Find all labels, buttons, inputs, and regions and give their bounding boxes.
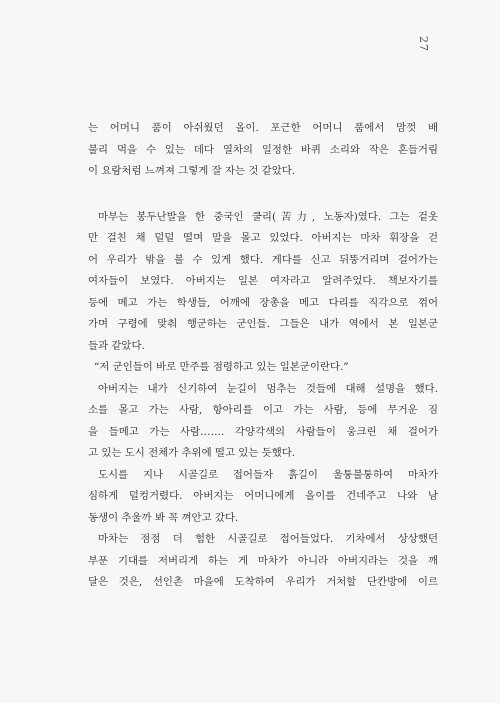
text-line: 들과 같았다. bbox=[88, 339, 145, 352]
body-text bbox=[88, 118, 438, 594]
text-line: 도시를 지나 시골길로 접어들자 흙길이 울퉁불퉁하여 마차가 bbox=[98, 468, 438, 481]
section-break bbox=[88, 183, 438, 207]
text-line: 달은 것은, 선인촌 마을에 도착하여 우리가 거처할 단칸방에 이르 bbox=[88, 576, 438, 588]
text-line: 심하게 덜컹거렸다. 아버지는 어머니에게 올이를 건네주고 나와 남 bbox=[88, 490, 438, 502]
text-line: 마부는 봉두난발을 한 중국인 쿨리(苦力, 노동자)였다. 그는 겉옷 bbox=[98, 210, 438, 223]
paragraph bbox=[88, 357, 438, 379]
text-line: 는 어머니 품이 아쉬웠던 올이. 포근한 어머니 품에서 맘껏 배 bbox=[88, 122, 438, 134]
paragraph bbox=[88, 118, 438, 183]
text-line: 동생이 추울까 봐 꼭 껴안고 갔다. bbox=[88, 511, 239, 524]
text-line: 아버지는 내가 신기하여 눈길이 멈추는 것들에 대해 설명을 했다. bbox=[98, 382, 438, 395]
text-line: 불리 먹을 수 있는 데다 열차의 일정한 바퀴 소리와 작은 흔들거림 bbox=[88, 143, 438, 156]
paragraph bbox=[88, 529, 438, 594]
paragraph bbox=[88, 379, 438, 465]
text-line: 어 우리가 밖을 볼 수 있게 했다. 게다를 신고 뒤뚱거리며 걸어가는 bbox=[88, 253, 438, 266]
text-line: 고 있는 도시 전체가 추위에 떨고 있는 듯했다. bbox=[88, 447, 296, 459]
text-line: “저 군인들이 바로 만주를 점령하고 있는 일본군이란다.” bbox=[94, 361, 349, 373]
paragraph bbox=[88, 465, 438, 530]
text-line: 이 요람처럼 느껴져 그렇게 잘 자는 것 같았다. bbox=[88, 165, 296, 177]
text-line: 만 걸친 채 덜덜 떨며 말을 몰고 있었다. 아버지는 마차 휘장을 걷 bbox=[88, 232, 438, 244]
text-line: 여자들이 보였다. 아버지는 일본 여자라고 알려주었다. 책보자기를 bbox=[88, 275, 438, 287]
text-line: 을 들메고 가는 사람……. 각양각색의 사람들이 웅크린 채 걸어가 bbox=[88, 425, 438, 438]
paragraph bbox=[88, 207, 438, 358]
text-line: 소를 몰고 가는 사람, 항아리를 이고 가는 사람, 등에 무거운 짐 bbox=[88, 404, 438, 416]
page-number: 27 bbox=[417, 36, 430, 52]
text-line: 부푼 기대를 저버리게 하는 게 마차가 아니라 아버지라는 것을 깨 bbox=[88, 554, 438, 567]
text-line: 등에 메고 가는 학생들, 어깨에 장총을 메고 다리를 직각으로 꺾어 bbox=[88, 296, 438, 309]
text-line: 가며 구령에 맞춰 행군하는 군인들. 그들은 내가 역에서 본 일본군 bbox=[88, 318, 438, 330]
text-line: 마차는 점점 더 험한 시골길로 접어들었다. 기차에서 상상했던 bbox=[98, 533, 438, 545]
